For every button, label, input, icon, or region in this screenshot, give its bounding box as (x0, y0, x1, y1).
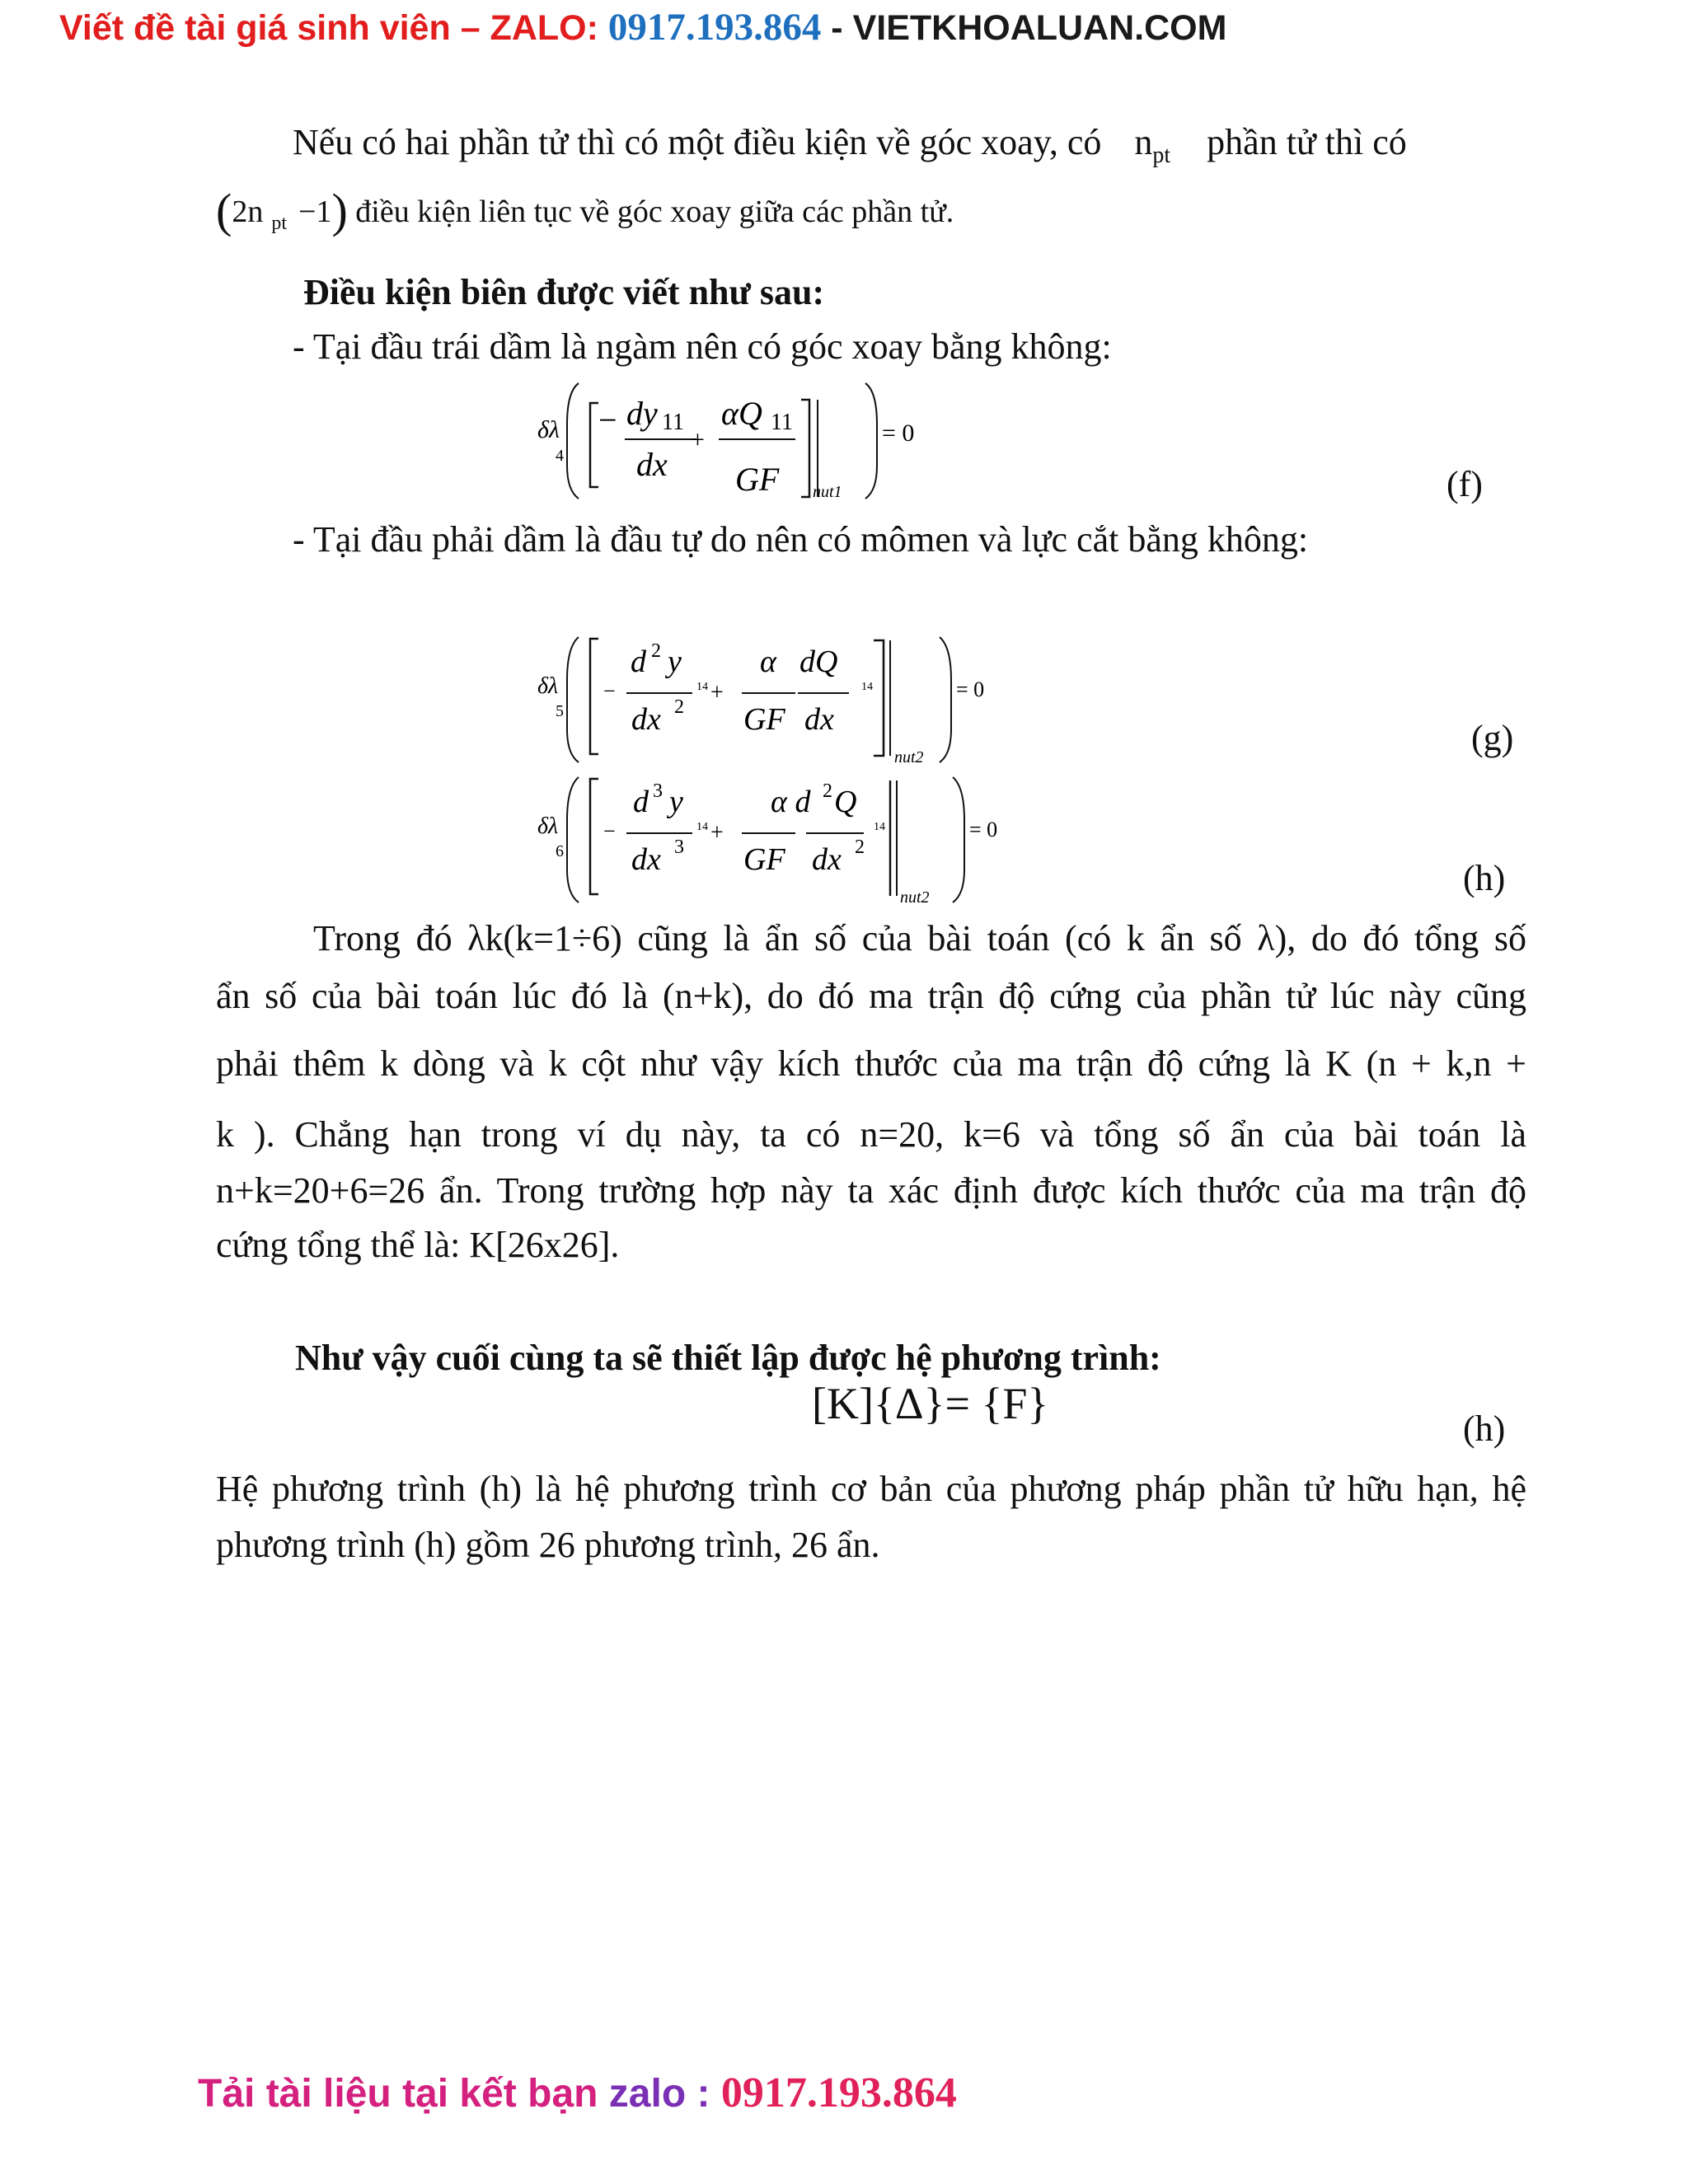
conclusion-line-1: Hệ phương trình (h) là hệ phương trình cơ bản của phương pháp phần tử hữu hạn, hệ (216, 1469, 1526, 1509)
eq-g-brace-right (940, 637, 951, 762)
system-title: Như vậy cuối cùng ta sẽ thiết lập được hệ phương trình: (295, 1338, 1161, 1378)
system-label: (h) (1463, 1408, 1506, 1449)
eq-f-brace-right (865, 383, 877, 499)
eq-h-node: nut2 (900, 888, 930, 907)
footer-text-2: zalo : (608, 2072, 721, 2116)
footer-phone: 0917.193.864 (720, 2069, 957, 2116)
eq-g-bracket-left (590, 639, 598, 754)
eq-f-minus: − (598, 401, 617, 438)
header-text-2: – ZALO: (450, 8, 608, 48)
eq-f-label: (f) (1447, 464, 1483, 504)
eq-f-rhs: = 0 (882, 419, 915, 447)
eq-h-den1: dx (631, 842, 661, 877)
paren-close: ) (331, 184, 348, 237)
eq-h-sub2: 14 (874, 821, 885, 833)
eq-h-alpha-d: α d (771, 785, 811, 819)
eq-g-dq: dQ (799, 644, 838, 679)
header-text-1: Viết đề tài giá sinh viên (59, 8, 451, 48)
equation-h (528, 771, 1022, 911)
eq-h-plus: + (710, 820, 724, 846)
eq-h-bracket-left (590, 779, 598, 894)
eq-h-label: (h) (1463, 858, 1506, 898)
header-phone: 0917.193.864 (607, 6, 822, 49)
eq-h-index: 6 (556, 842, 564, 860)
eq-h-brace-left (567, 777, 579, 902)
boundary-title: Điều kiện biên được viết như sau: (303, 272, 825, 312)
equation-f (528, 375, 923, 507)
paren-open: ( (216, 184, 232, 237)
body-line-4: k ). Chẳng hạn trong ví dụ này, ta có n=20, k=6 và tổng số ẩn của bài toán là (216, 1114, 1526, 1155)
eq-h-rhs: = 0 (969, 818, 998, 841)
eq-h-minus: − (603, 819, 616, 843)
eq-f-bracket-left (590, 403, 598, 487)
body-line-6: cứng tổng thể là: K[26x26]. (216, 1225, 620, 1265)
eq-h-den2-sup: 2 (855, 837, 865, 858)
eq-f-den2: GF (735, 461, 780, 498)
eq-f-num1: dy (626, 395, 658, 432)
eq-f-den1: dx (636, 446, 668, 483)
eq-g-den1-sup: 2 (674, 696, 684, 718)
header-website: - VIETKHOALUAN.COM (821, 8, 1227, 48)
eq-g-num1-var: y (668, 644, 682, 679)
eq-h-den1-sup: 3 (674, 837, 684, 858)
pt-subscript-2: pt (271, 212, 287, 234)
eq-h-sub: 14 (696, 821, 708, 833)
eq-h-num1-sup: 3 (653, 780, 663, 802)
eq-h-gf: GF (743, 842, 785, 877)
footer-text-1: Tải tài liệu tại kết bạn (198, 2072, 609, 2116)
two-n: 2n (232, 194, 264, 229)
eq-g-index: 5 (556, 702, 564, 720)
body-line-1: Trong đó λk(k=1÷6) cũng là ẩn số của bài toán (có k ẩn số λ), do đó tổng số (313, 918, 1526, 958)
eq-f-index: 4 (556, 447, 564, 465)
header-banner (59, 5, 1226, 49)
pt-subscript: pt (1152, 142, 1171, 168)
eq-g-node: nut2 (894, 748, 924, 766)
eq-h-dx: dx (812, 842, 842, 877)
eq-h-num1-var: y (669, 785, 683, 819)
conclusion-line-2: phương trình (h) gồm 26 phương trình, 26 ẩn. (216, 1525, 880, 1565)
eq-g-num1: d (631, 644, 646, 679)
eq-g-brace-left (567, 637, 579, 762)
eq-h-num1: d (633, 785, 649, 819)
eq-g-sub: 14 (696, 681, 708, 693)
eq-g-num1-sup: 2 (651, 640, 661, 662)
intro-text-b: phần tử thì có (1207, 122, 1407, 162)
body-line-3: phải thêm k dòng và k cột như vậy kích thước của ma trận độ cứng là K (n + k,n + (216, 1043, 1526, 1084)
eq-g-sub2: 14 (861, 681, 873, 693)
eq-f-delta-lambda: δλ (537, 416, 560, 443)
eq-g-plus: + (710, 680, 724, 705)
minus-one: −1 (298, 194, 332, 229)
eq-f-num2-sub: 11 (771, 410, 793, 435)
body-line-2: ẩn số của bài toán lúc đó là (n+k), do đó ma trận độ cứng của phần tử lúc này cũng (216, 976, 1526, 1016)
eq-f-plus: + (691, 426, 705, 453)
eq-g-delta-lambda: δλ (537, 673, 559, 699)
eq-f-num1-sub: 11 (662, 410, 684, 435)
eq-g-gf: GF (743, 702, 785, 737)
eq-f-num2: αQ (721, 395, 762, 432)
eq-h-num2-sup: 2 (823, 780, 832, 802)
body-line-5: n+k=20+6=26 ẩn. Trong trường hợp này ta xác định được kích thước của ma trận độ (216, 1170, 1526, 1211)
eq-g-alpha: α (760, 644, 776, 679)
eq-g-label: (g) (1471, 718, 1514, 758)
eq-h-delta-lambda: δλ (537, 813, 559, 839)
left-end-text: - Tại đầu trái dầm là ngàm nên có góc xoay bằng không: (293, 326, 1112, 367)
intro-line-2 (216, 183, 954, 238)
system-equation: [K]{Δ}= {F} (812, 1379, 1049, 1428)
eq-f-brace-left (567, 383, 579, 499)
eq-g-den1: dx (631, 702, 661, 737)
equation-g (528, 630, 1022, 771)
eq-f-node: nut1 (813, 483, 842, 501)
intro-text-2: điều kiện liên tục về góc xoay giữa các phần tử. (347, 194, 954, 229)
eq-g-bracket-right (874, 640, 884, 756)
intro-text-a: Nếu có hai phần tử thì có một điều kiện về góc xoay, có (293, 122, 1102, 162)
eq-g-dx: dx (804, 702, 834, 737)
eq-h-brace-right (953, 777, 964, 902)
eq-h-num2-var: Q (834, 785, 857, 819)
eq-f-bracket-right (801, 400, 809, 497)
footer-banner (198, 2069, 957, 2117)
right-end-text: - Tại đầu phải dầm là đầu tự do nên có mômen và lực cắt bằng không: (293, 519, 1309, 560)
n-symbol: n (1134, 122, 1153, 162)
eq-g-minus: − (603, 679, 616, 703)
eq-g-rhs: = 0 (956, 677, 985, 701)
npt-symbol (1134, 122, 1171, 168)
intro-line-1 (293, 115, 1407, 183)
